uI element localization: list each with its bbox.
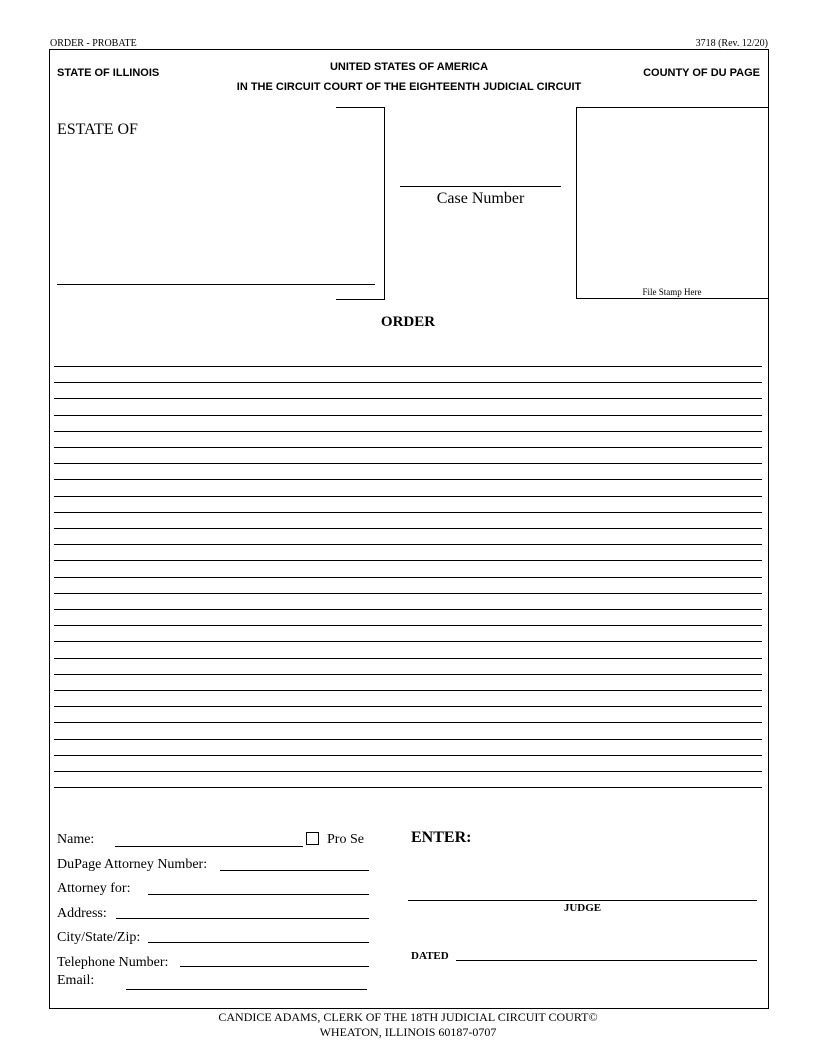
order-ruled-line [54, 787, 762, 788]
attorney-for-label: Attorney for: [57, 881, 131, 896]
order-ruled-line [54, 739, 762, 740]
order-title: ORDER [380, 314, 436, 330]
case-number-line [400, 186, 561, 187]
order-ruled-line [54, 674, 762, 675]
order-ruled-line [54, 706, 762, 707]
estate-name-input[interactable] [58, 266, 374, 282]
footer-clerk: CANDICE ADAMS, CLERK OF THE 18TH JUDICIAL CIRCUIT COURT© [218, 1010, 598, 1024]
telephone-line [180, 966, 369, 967]
order-ruled-line [54, 722, 762, 723]
order-ruled-line [54, 398, 762, 399]
order-ruled-line [54, 560, 762, 561]
dated-line [456, 960, 757, 961]
order-ruled-line [54, 512, 762, 513]
attorney-number-label: DuPage Attorney Number: [57, 857, 208, 872]
address-label: Address: [57, 906, 107, 921]
form-number: 3718 (Rev. 12/20) [695, 38, 768, 49]
frame-bottom [49, 1008, 769, 1009]
attorney-for-input[interactable] [149, 877, 368, 893]
dated-input[interactable] [457, 943, 755, 959]
frame-left [49, 49, 50, 1008]
order-ruled-line [54, 544, 762, 545]
estate-of-label: ESTATE OF [57, 121, 138, 138]
order-ruled-line [54, 431, 762, 432]
order-ruled-line [54, 496, 762, 497]
judge-label: JUDGE [563, 902, 602, 914]
file-stamp-box [576, 107, 768, 299]
order-ruled-line [54, 415, 762, 416]
email-input[interactable] [127, 972, 366, 988]
pro-se-checkbox[interactable] [306, 832, 319, 845]
name-input[interactable] [116, 829, 302, 845]
order-ruled-line [54, 382, 762, 383]
order-ruled-line [54, 609, 762, 610]
footer-address: WHEATON, ILLINOIS 60187-0707 [319, 1025, 497, 1039]
estate-name-line [57, 284, 375, 285]
attorney-number-input[interactable] [221, 853, 368, 869]
city-state-zip-input[interactable] [149, 925, 368, 941]
order-ruled-line [54, 625, 762, 626]
name-line [115, 846, 303, 847]
order-ruled-line [54, 641, 762, 642]
judge-signature-line [408, 900, 757, 901]
order-ruled-line [54, 690, 762, 691]
address-line [116, 918, 369, 919]
form-name: ORDER - PROBATE [50, 38, 137, 49]
telephone-input[interactable] [181, 949, 368, 965]
order-ruled-line [54, 658, 762, 659]
judge-signature-input[interactable] [409, 882, 755, 898]
estate-bracket-side [384, 107, 385, 300]
dated-label: DATED [411, 950, 449, 962]
case-number-input[interactable] [401, 168, 560, 184]
enter-label: ENTER: [411, 829, 472, 846]
file-stamp-label: File Stamp Here [642, 287, 702, 297]
order-ruled-line [54, 771, 762, 772]
state-label: STATE OF ILLINOIS [57, 67, 160, 79]
order-ruled-line [54, 463, 762, 464]
city-state-zip-label: City/State/Zip: [57, 930, 141, 945]
order-ruled-line [54, 447, 762, 448]
city-state-zip-line [148, 942, 369, 943]
court-label: IN THE CIRCUIT COURT OF THE EIGHTEENTH JUDICIAL CIRCUIT [236, 81, 582, 93]
estate-bracket-bottom [336, 299, 384, 300]
frame-right [768, 49, 769, 1008]
name-label: Name: [57, 832, 95, 847]
order-ruled-line [54, 577, 762, 578]
attorney-number-line [220, 870, 369, 871]
telephone-label: Telephone Number: [57, 955, 169, 970]
frame-top [49, 49, 768, 50]
pro-se-label: Pro Se [327, 832, 364, 847]
country-label: UNITED STATES OF AMERICA [329, 61, 489, 73]
estate-bracket-top [336, 107, 384, 108]
case-number-label: Case Number [436, 190, 525, 207]
order-ruled-line [54, 366, 762, 367]
address-input[interactable] [117, 901, 368, 917]
email-label: Email: [57, 973, 95, 988]
county-label: COUNTY OF DU PAGE [643, 67, 760, 79]
order-ruled-line [54, 528, 762, 529]
order-ruled-line [54, 755, 762, 756]
email-line [126, 989, 367, 990]
order-ruled-line [54, 593, 762, 594]
order-ruled-line [54, 479, 762, 480]
attorney-for-line [148, 894, 369, 895]
